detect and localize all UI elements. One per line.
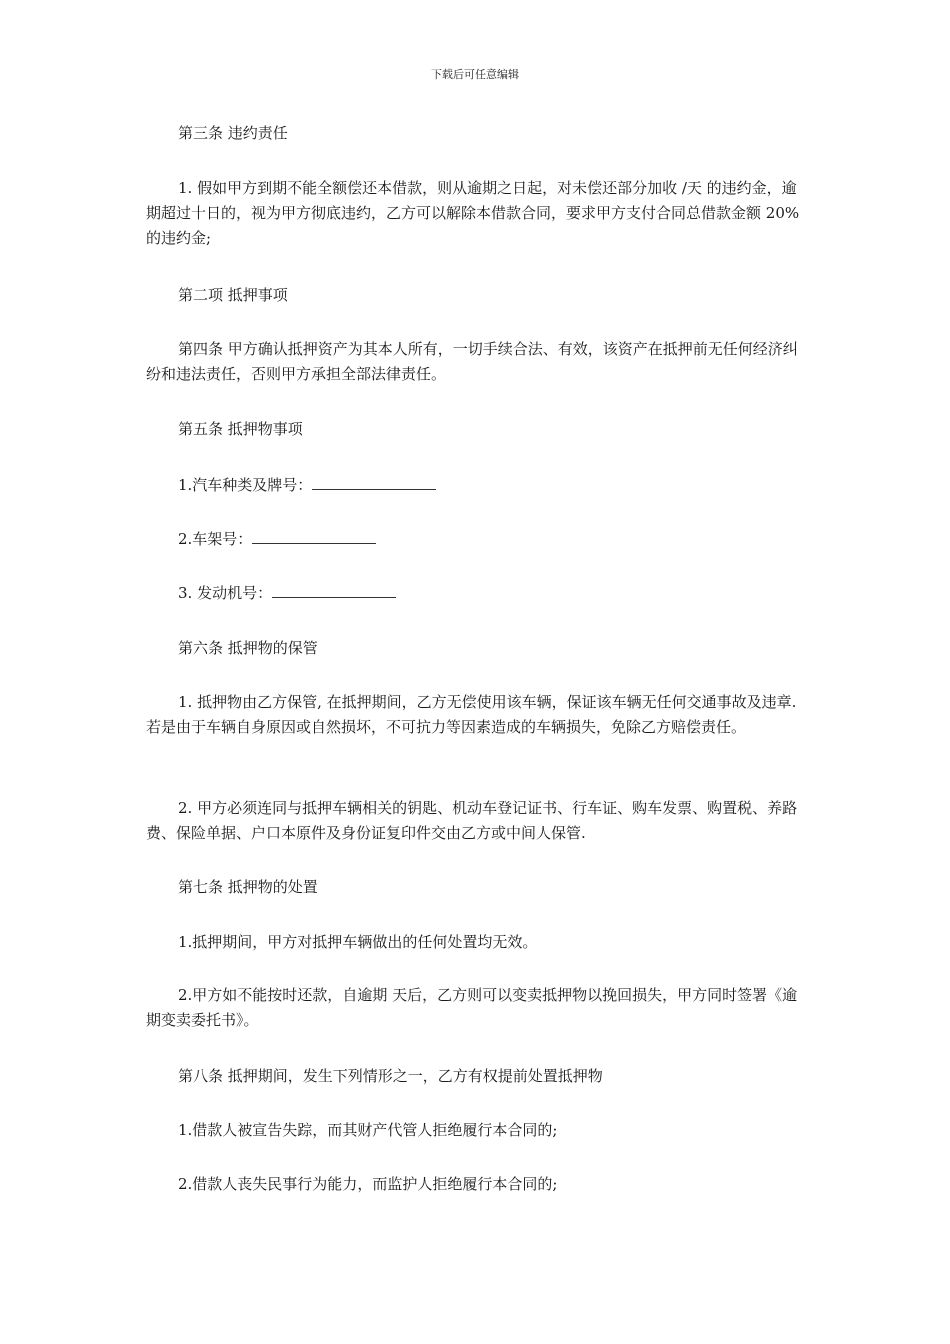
engine-number-field: 3. 发动机号： bbox=[146, 581, 396, 606]
article-8-clause-1: 1.借款人被宣告失踪，而其财产代管人拒绝履行本合同的; bbox=[178, 1121, 558, 1139]
article-6-heading: 第六条 抵押物的保管 bbox=[178, 639, 318, 657]
article-8-clause-2: 2.借款人丧失民事行为能力，而监护人拒绝履行本合同的; bbox=[178, 1175, 558, 1193]
article-6-clause-2: 2. 甲方必须连同与抵押车辆相关的钥匙、机动车登记证书、行车证、购车发票、购置税、养路费、保险单据、户口本原件及身份证复印件交由乙方或中间人保管. bbox=[146, 799, 798, 842]
article-7-clause-2: 2.甲方如不能按时还款，自逾期 天后，乙方则可以变卖抵押物以挽回损失，甲方同时签署《逾期变卖委托书》。 bbox=[146, 986, 798, 1029]
section-2-heading: 第二项 抵押事项 bbox=[178, 286, 288, 304]
article-8-heading: 第八条 抵押期间，发生下列情形之一，乙方有权提前处置抵押物 bbox=[178, 1067, 603, 1085]
article-3-heading: 第三条 违约责任 bbox=[178, 124, 288, 142]
article-4: 第四条 甲方确认抵押资产为其本人所有，一切手续合法、有效，该资产在抵押前无任何经济纠纷和违法责任，否则甲方承担全部法律责任。 bbox=[146, 340, 798, 383]
page-header: 下载后可任意编辑 bbox=[431, 68, 519, 81]
article-6-clause-1: 1. 抵押物由乙方保管, 在抵押期间，乙方无偿使用该车辆，保证该车辆无任何交通事故及违章.若是由于车辆自身原因或自然损坏，不可抗力等因素造成的车辆损失，免除乙方赔偿责任。 bbox=[146, 693, 797, 736]
engine-number-blank bbox=[272, 583, 396, 598]
frame-number-field: 2.车架号： bbox=[146, 527, 376, 552]
article-7-clause-1: 1.抵押期间，甲方对抵押车辆做出的任何处置均无效。 bbox=[178, 933, 538, 951]
article-3-clause-1: 1. 假如甲方到期不能全额偿还本借款，则从逾期之日起，对未偿还部分加收 /天 的违约金，逾期超过十日的，视为甲方彻底违约，乙方可以解除本借款合同，要求甲方支付合同总借款金额 20%的违约金; bbox=[146, 179, 800, 247]
article-5-heading: 第五条 抵押物事项 bbox=[178, 420, 303, 438]
vehicle-type-field: 1.汽车种类及牌号： bbox=[146, 473, 436, 498]
vehicle-type-blank bbox=[312, 475, 436, 490]
frame-number-blank bbox=[252, 529, 376, 544]
article-7-heading: 第七条 抵押物的处置 bbox=[178, 878, 318, 896]
